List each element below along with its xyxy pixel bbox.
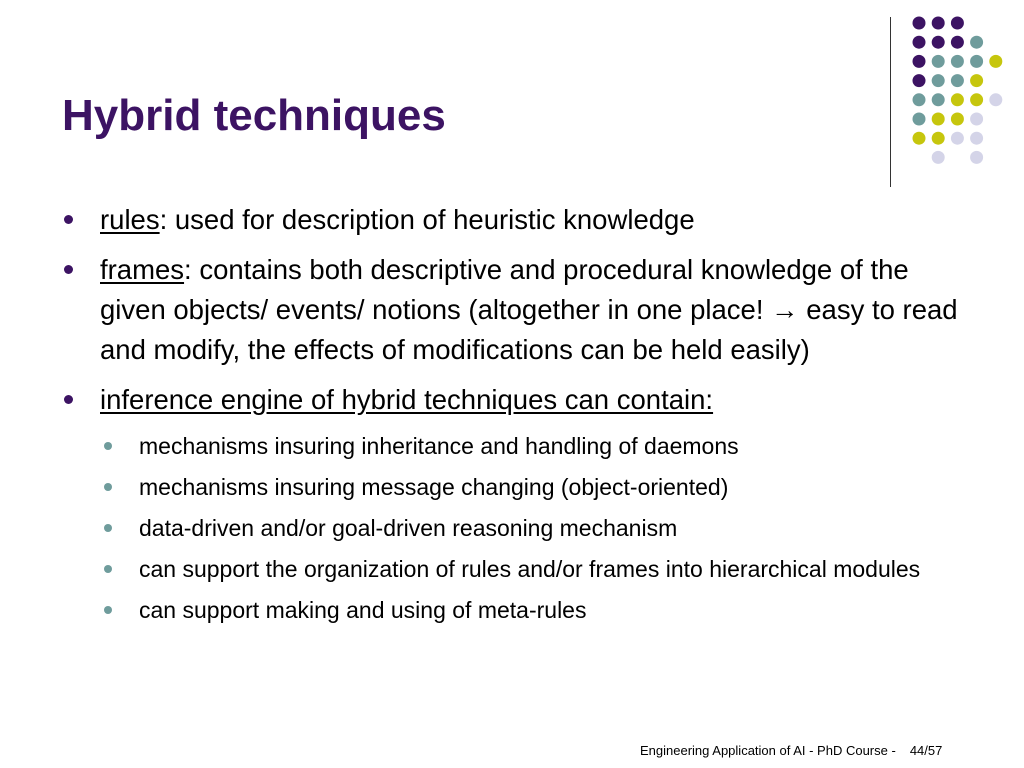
footer xyxy=(640,743,942,758)
sub-bullet-dot-icon xyxy=(104,606,112,614)
decorative-dot-icon xyxy=(989,55,1002,68)
bullet-text: inference engine of hybrid techniques can contain: xyxy=(100,384,714,415)
bullet-text: : contains both descriptive and procedural knowledge of the given objects/ events/ notions (altogether in one place! → easy to read and modify, the effects of modifications can be held easily) xyxy=(100,254,958,365)
decorative-dot-icon xyxy=(932,113,945,126)
decorative-dot-icon xyxy=(913,93,926,106)
decorative-dot-icon xyxy=(932,55,945,68)
decorative-dot-icon xyxy=(951,74,964,87)
bullet-text: : used for description of heuristic knowledge xyxy=(159,204,695,235)
sub-bullet-text: can support the organization of rules and/or frames into hierarchical modules xyxy=(139,556,921,582)
sub-bullet-dot-icon xyxy=(104,565,112,573)
decorative-dot-icon xyxy=(932,36,945,49)
decorative-dot-icon xyxy=(932,151,945,164)
decorative-dot-icon xyxy=(970,55,983,68)
decorative-dot-icon xyxy=(970,93,983,106)
decorative-dot-icon xyxy=(970,74,983,87)
sub-bullet-text: data-driven and/or goal-driven reasoning mechanism xyxy=(139,515,678,541)
decorative-dot-icon xyxy=(951,93,964,106)
term-rules: rules xyxy=(100,204,160,235)
decorative-dot-icon xyxy=(951,113,964,126)
bullet-dot-icon xyxy=(64,395,73,404)
decorative-dot-icon xyxy=(913,55,926,68)
decorative-dot-icon xyxy=(951,55,964,68)
decorative-dot-icon xyxy=(932,74,945,87)
bullet-dot-icon xyxy=(64,265,73,274)
decorative-dot-icon xyxy=(913,74,926,87)
sub-bullet xyxy=(62,553,962,585)
decorative-dot-icon xyxy=(970,36,983,49)
sub-bullet-text: can support making and using of meta-rules xyxy=(139,597,587,623)
decorative-dot-icon xyxy=(951,36,964,49)
decorative-dot-icon xyxy=(913,113,926,126)
bullet-dot-icon xyxy=(64,215,73,224)
slide-content xyxy=(62,200,962,635)
slide-title: Hybrid techniques xyxy=(62,91,446,140)
decorative-dot-icon xyxy=(970,151,983,164)
decorative-dot-icon xyxy=(932,17,945,30)
page-number: 44/57 xyxy=(909,743,943,758)
bullet-frames xyxy=(62,250,962,370)
decorative-dot-icon xyxy=(989,93,1002,106)
footer-course: Engineering Application of AI - PhD Course - xyxy=(640,743,896,758)
sub-bullet-text: mechanisms insuring inheritance and handling of daemons xyxy=(139,433,739,459)
decorative-dot-icon xyxy=(913,17,926,30)
sub-bullet xyxy=(62,430,962,462)
decorative-dot-icon xyxy=(951,132,964,145)
decorative-dot-icon xyxy=(913,36,926,49)
sub-bullet-text: mechanisms insuring message changing (object-oriented) xyxy=(139,474,729,500)
bullet-inference-engine xyxy=(62,380,962,420)
decorative-dot-icon xyxy=(970,113,983,126)
vertical-divider xyxy=(890,17,891,187)
sub-bullet xyxy=(62,471,962,503)
bullet-rules xyxy=(62,200,962,240)
decorative-dot-icon xyxy=(932,132,945,145)
sub-bullet-dot-icon xyxy=(104,442,112,450)
decorative-dot-icon xyxy=(932,93,945,106)
sub-bullet-dot-icon xyxy=(104,524,112,532)
decorative-dot-icon xyxy=(913,132,926,145)
sub-bullet-dot-icon xyxy=(104,483,112,491)
sub-bullet xyxy=(62,512,962,544)
term-frames: frames xyxy=(100,254,185,285)
decorative-dot-icon xyxy=(970,132,983,145)
decorative-dot-icon xyxy=(951,17,964,30)
sub-bullet xyxy=(62,594,962,626)
